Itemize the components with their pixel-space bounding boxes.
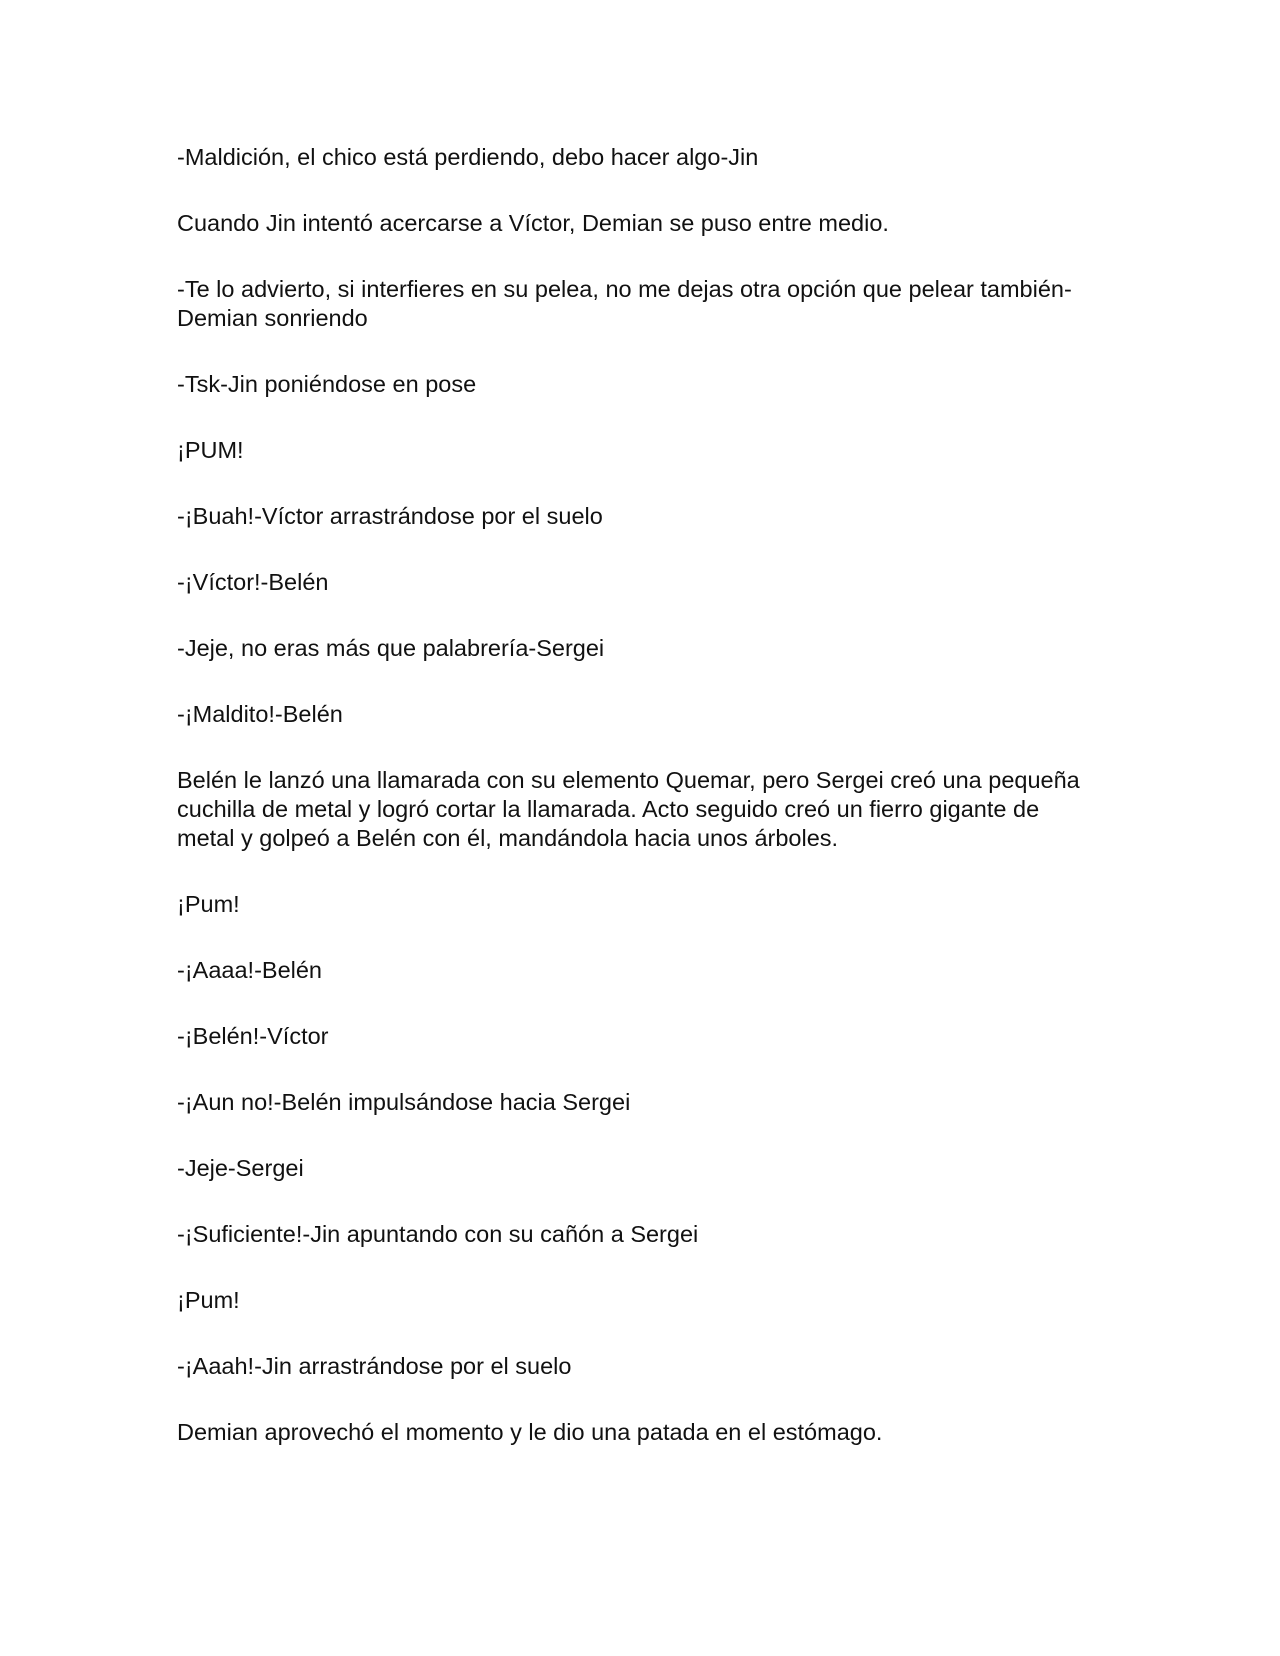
paragraph: -¡Aaah!-Jin arrastrándose por el suelo — [177, 1353, 572, 1379]
paragraph: Belén le lanzó una llamarada con su elemento Quemar, pero Sergei creó una pequeña cuchilla de metal y logró cortar la llamarada. Acto seguido creó un fierro gigante de metal y golpeó a Belén con él, mandándola hacia unos árboles. — [177, 767, 1080, 851]
paragraph: ¡Pum! — [177, 891, 240, 917]
paragraph: -¡Maldito!-Belén — [177, 701, 343, 727]
paragraph: -Maldición, el chico está perdiendo, debo hacer algo-Jin — [177, 144, 759, 170]
paragraph: ¡PUM! — [177, 437, 244, 463]
paragraph: -¡Suficiente!-Jin apuntando con su cañón a Sergei — [177, 1221, 699, 1247]
paragraph: -Jeje, no eras más que palabrería-Sergei — [177, 635, 605, 661]
paragraph: Demian aprovechó el momento y le dio una patada en el estómago. — [177, 1419, 883, 1445]
paragraph: -¡Aun no!-Belén impulsándose hacia Sergei — [177, 1089, 631, 1115]
paragraph: -¡Belén!-Víctor — [177, 1023, 329, 1049]
paragraph: -Te lo advierto, si interfieres en su pelea, no me dejas otra opción que pelear también-Demian sonriendo — [177, 276, 1072, 331]
paragraph: -¡Buah!-Víctor arrastrándose por el suelo — [177, 503, 603, 529]
paragraph: -¡Aaaa!-Belén — [177, 957, 322, 983]
document-body — [177, 143, 1097, 1484]
paragraph: -Tsk-Jin poniéndose en pose — [177, 371, 477, 397]
paragraph: -Jeje-Sergei — [177, 1155, 304, 1181]
paragraph: ¡Pum! — [177, 1287, 240, 1313]
paragraph: -¡Víctor!-Belén — [177, 569, 329, 595]
paragraph: Cuando Jin intentó acercarse a Víctor, Demian se puso entre medio. — [177, 210, 889, 236]
